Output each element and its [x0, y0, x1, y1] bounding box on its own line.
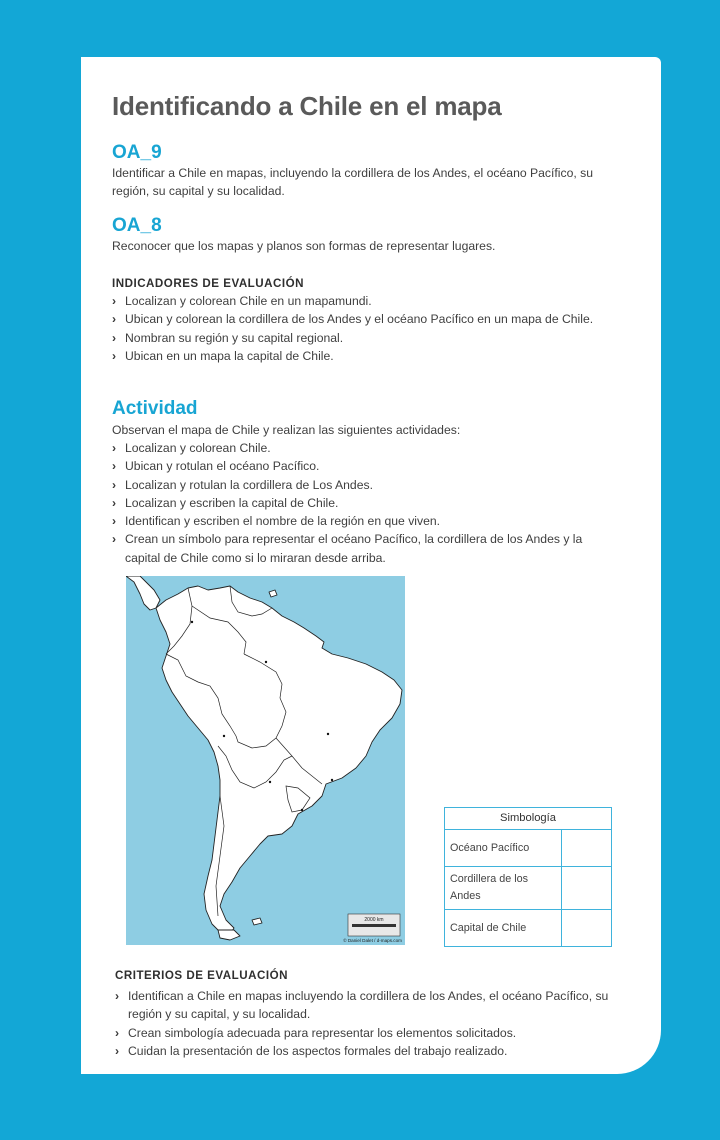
chevron-right-icon: ›	[112, 348, 117, 363]
map-svg	[126, 576, 405, 945]
tierra-del-fuego-land	[218, 930, 240, 940]
symbol-input-box[interactable]	[562, 910, 612, 947]
chevron-right-icon: ›	[115, 989, 120, 1003]
chevron-right-icon: ›	[115, 1043, 120, 1058]
simbologia-label: Capital de Chile	[445, 910, 562, 947]
central-america-land	[126, 576, 160, 610]
list-item: › Localizan y colorean Chile.	[112, 439, 617, 457]
map-credit: © Daniel Dalet / d-maps.com	[343, 938, 402, 943]
continent-land	[156, 586, 402, 934]
list-item: › Ubican y colorean la cordillera de los Andes y el océano Pacífico en un mapa de Chile.	[112, 310, 632, 328]
south-america-map	[126, 576, 405, 945]
criterios-heading: CRITERIOS DE EVALUACIÓN	[115, 969, 288, 982]
chevron-right-icon: ›	[112, 294, 117, 308]
list-item: › Cuidan la presentación de los aspectos formales del trabajo realizado.	[115, 1042, 615, 1060]
list-item: › Identifican y escriben el nombre de la región en que viven.	[112, 512, 617, 530]
simbologia-heading: Simbología	[445, 808, 612, 830]
chevron-right-icon: ›	[112, 441, 117, 455]
chevron-right-icon: ›	[112, 312, 117, 327]
list-item: › Nombran su región y su capital regional.	[112, 329, 632, 347]
document-page	[81, 57, 661, 1074]
simbologia-table	[444, 807, 612, 947]
list-item: › Identifican a Chile en mapas incluyendo la cordillera de los Andes, el océano Pacífico, su región y su capital, y su localidad.	[115, 989, 609, 1022]
simbologia-label: Cordillera de los Andes	[445, 867, 562, 910]
symbol-input-box[interactable]	[562, 867, 612, 910]
falklands-land	[252, 918, 262, 925]
list-item: › Ubican en un mapa la capital de Chile.	[112, 347, 632, 365]
table-row	[445, 910, 612, 947]
chevron-right-icon: ›	[112, 532, 117, 547]
chevron-right-icon: ›	[112, 514, 117, 529]
list-item: › Crean un símbolo para representar el océano Pacífico, la cordillera de los Andes y la capital de Chile como si lo miraran desde arriba.	[112, 532, 583, 565]
page-title: Identificando a Chile en el mapa	[112, 91, 502, 121]
oa8-text: Reconocer que los mapas y planos son formas de representar lugares.	[112, 239, 496, 253]
list-item: › Localizan y colorean Chile en un mapamundi.	[112, 292, 632, 310]
chevron-right-icon: ›	[112, 495, 117, 510]
chevron-right-icon: ›	[112, 477, 117, 492]
list-item: › Ubican y rotulan el océano Pacífico.	[112, 457, 617, 475]
scale-label: 2000 km	[364, 917, 384, 923]
criterios-list	[115, 987, 615, 1060]
chevron-right-icon: ›	[115, 1025, 120, 1040]
list-item: › Crean simbología adecuada para representar los elementos solicitados.	[115, 1024, 615, 1042]
chevron-right-icon: ›	[112, 330, 117, 345]
simbologia-label: Océano Pacífico	[445, 830, 562, 867]
actividad-list	[112, 439, 617, 567]
table-row	[445, 830, 612, 867]
indicadores-list	[112, 292, 632, 365]
oa8-code: OA_8	[112, 215, 162, 236]
table-row	[445, 867, 612, 910]
symbol-input-box[interactable]	[562, 830, 612, 867]
oa9-text: Identificar a Chile en mapas, incluyendo la cordillera de los Andes, el océano Pacífico, su región, su capital y su localidad.	[112, 166, 594, 198]
trinidad-land	[269, 590, 277, 597]
indicadores-heading: INDICADORES DE EVALUACIÓN	[112, 277, 304, 290]
list-item: › Localizan y escriben la capital de Chile.	[112, 494, 617, 512]
list-item: › Localizan y rotulan la cordillera de Los Andes.	[112, 476, 617, 494]
oa9-code: OA_9	[112, 142, 162, 163]
chevron-right-icon: ›	[112, 459, 117, 474]
actividad-intro: Observan el mapa de Chile y realizan las siguientes actividades:	[112, 423, 461, 437]
map-scale-bar	[348, 914, 400, 936]
actividad-heading: Actividad	[112, 398, 198, 419]
